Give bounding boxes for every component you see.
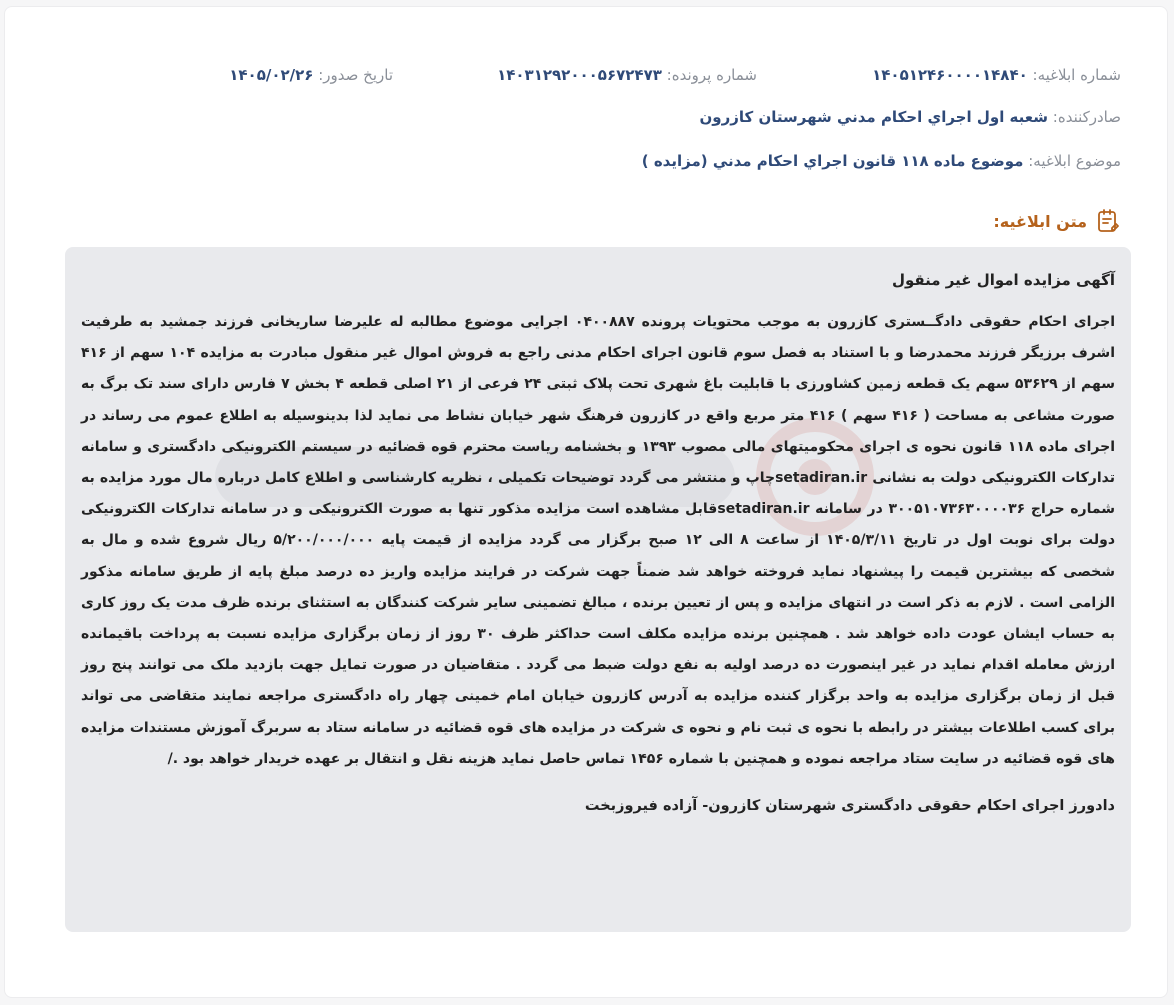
notice-number-field (872, 61, 1121, 89)
notice-text-heading-label: متن ابلاغیه: (993, 211, 1087, 231)
issuer-field (699, 103, 1121, 131)
notice-number-value: ۱۴۰۵۱۲۴۶۰۰۰۰۱۴۸۴۰ (872, 66, 1028, 84)
issuer-label: صادرکننده: (1052, 108, 1121, 126)
issue-date-label: تاریخ صدور: (318, 66, 393, 84)
subject-field (642, 147, 1121, 175)
meta-row-numbers (51, 61, 1121, 89)
case-number-value: ۱۴۰۳۱۲۹۲۰۰۰۵۶۷۲۴۷۳ (497, 66, 662, 84)
case-number-field (497, 61, 757, 89)
issue-date-field (229, 61, 393, 89)
ad-paragraph: اجرای احکام حقوقی دادگــستری کازرون به موجب محتویات پرونده ۰۴۰۰۸۸۷ اجرایی موضوع مطالبه له علیرضا ساریخانی فرزند جمشید به طرفیت اشرف برزیگر فرزند محمدرضا و با استناد به فصل سوم قانون اجرای احکام مدنی راجع به فروش اموال غیر منقول مبادرت به مزایده ۱۰۴ سهم از ۴۱۶ سهم از ۵۳۶۲۹ سهم یک قطعه زمین کشاورزی با قابلیت باغ شهری تحت پلاک ثبتی ۲۴ فرعی از ۲۱ اصلی قطعه ۴ بخش ۷ فارس دارای سند تک برگ به صورت مشاعی به مساحت ( ۴۱۶ سهم ) ۴۱۶ متر مربع واقع در کازرون فرهنگ شهر خیابان نشاط می نماید لذا بدینوسیله به اطلاع عموم می رساند در اجرای ماده ۱۱۸ قانون نحوه ی اجرای محکومیتهای مالی مصوب ۱۳۹۳ و بخشنامه ریاست محترم قوه قضائیه در سیستم الکترونیکی دادگستری و سامانه تدارکات الکترونیکی دولت به نشانی setadiran.irچاپ و منتشر می گردد توضیحات تکمیلی ، نظریه کارشناسی و اطلاع کامل درباره مال مورد مزایده به شماره حراج ۳۰۰۵۱۰۷۳۶۳۰۰۰۰۳۶ در سامانه setadiran.irقابل مشاهده است مزایده مذکور تنها به صورت الکترونیکی و در سامانه تدارکات الکترونیکی دولت برای نوبت اول در تاریخ ۱۴۰۵/۳/۱۱ از ساعت ۸ الی ۱۲ صبح برگزار می گردد مزایده از قیمت پایه ۵/۲۰۰/۰۰۰/۰۰۰ ریال شروع شده و مال به شخصی که بیشترین قیمت را پیشنهاد نماید فروخته خواهد شد ضمناً جهت شرکت در فرایند مزایده واریز ده درصد مبلغ پایه از طریق سامانه مذکور الزامی است . لازم به ذکر است در انتهای مزایده و پس از تعیین برنده ، مبالغ تضمینی سایر شرکت کنندگان به استثنای برنده ظرف مدت یک روز کاری به حساب ایشان عودت داده خواهد شد . همچنین برنده مزایده مکلف است حداکثر ظرف ۳۰ روز از زمان برگزاری مزایده نسبت به پرداخت باقیمانده ارزش معامله اقدام نماید در غیر اینصورت ده درصد اولیه به نفع دولت ضبط می گردد . متقاضیان در صورت تمایل جهت بازدید ملک می توانند پنج روز قبل از زمان برگزاری مزایده به واحد برگزار کننده مزایده به آدرس کازرون خیابان امام خمینی چهار راه دادگستری مراجعه نمایند متقاضی می تواند برای کسب اطلاعات بیشتر در رابطه با نحوه ی ثبت نام و نحوه ی شرکت در مزایده های قوه قضائیه در سامانه ستاد به سربرگ آموزش مستندات مزایده های قوه قضائیه در سایت ستاد مراجعه نموده و همچنین با شماره ۱۴۵۶ تماس حاصل نماید هزینه نقل و انتقال بر عهده خریدار خواهد بود ./ (81, 314, 1116, 767)
subject-label: موضوع ابلاغیه: (1028, 152, 1121, 170)
case-number-label: شماره پرونده: (666, 66, 757, 84)
meta-row-issuer (51, 103, 1121, 131)
issue-date-value: ۱۴۰۵/۰۲/۲۶ (229, 66, 314, 84)
issuer-value: شعبه اول اجراي احكام مدني شهرستان كازرون (699, 108, 1048, 126)
meta-row-subject (51, 147, 1121, 175)
notice-body (65, 247, 1131, 932)
notice-number-label: شماره ابلاغیه: (1032, 66, 1121, 84)
document-notes-icon (1095, 208, 1121, 234)
ad-title: آگهی مزایده اموال غیر منقول (891, 271, 1115, 289)
notice-text-heading (993, 205, 1121, 237)
notice-card (4, 6, 1168, 998)
subject-value: موضوع ماده ۱۱۸ قانون اجراي احكام مدني (مزايده ) (641, 152, 1024, 170)
ad-signature: دادورز اجرای احکام حقوقی دادگستری شهرستان کازرون- آزاده فیروزبخت (584, 798, 1115, 815)
